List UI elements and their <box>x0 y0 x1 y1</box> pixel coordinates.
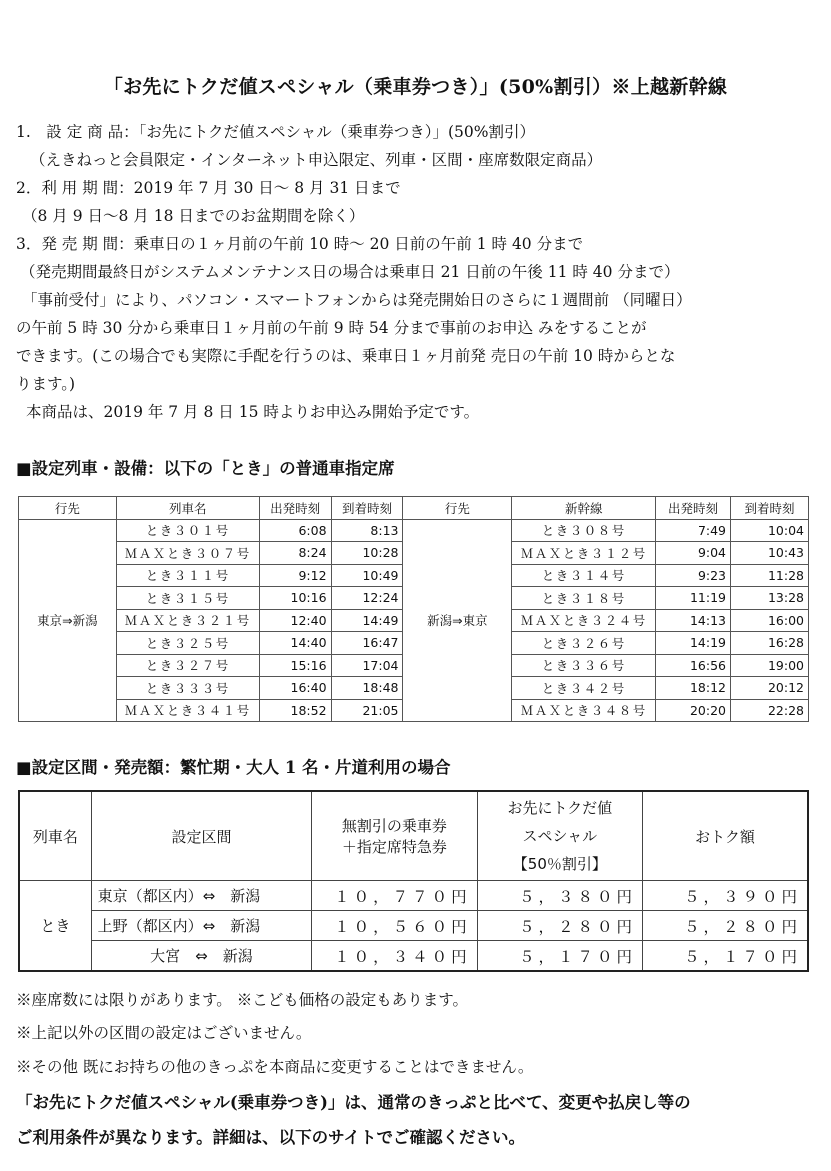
departure-time: 14:40 <box>259 632 331 655</box>
note-no-other-sections: ※上記以外の区間の設定はございません。 <box>16 1024 312 1042</box>
train-name: とき３３６号 <box>512 654 656 677</box>
note-no-exchange: ※その他 既にお持ちの他のきっぷを本商品に変更することはできません。 <box>16 1058 534 1076</box>
section-trains-heading: ■設定列車・設備：以下の「とき」の普通車指定席 <box>16 459 395 478</box>
departure-time: 11:19 <box>656 587 731 610</box>
page-title: 「お先にトクだ値スペシャル（乗車券つき）」(50%割引）※上越新幹線 <box>103 76 728 98</box>
start-date-line: 本商品は、2019 年 7 月 8 日 15 時よりお申込み開始予定です。 <box>26 403 480 421</box>
product-note-line: （えきねっと会員限定・インターネット申込限定、列車・区間・座席数限定商品） <box>30 151 603 169</box>
header-regular-fare-line2: ＋指定席特急券 <box>341 838 447 856</box>
advance-booking-line-1: 「事前受付」により、パソコン・スマートフォンからは発売開始日のさらに１週間前 （同曜日） <box>22 291 692 309</box>
train-name: ＭＡＸとき３４８号 <box>512 699 656 722</box>
table-row <box>19 911 808 941</box>
departure-time: 8:24 <box>259 542 331 565</box>
header-destination: 行先 <box>403 497 512 520</box>
departure-time: 18:52 <box>259 699 331 722</box>
train-name: ＭＡＸとき３２１号 <box>116 609 259 632</box>
header-regular-fare <box>312 791 477 881</box>
train-name: とき３１１号 <box>116 564 259 587</box>
train-name: とき３０１号 <box>116 519 259 542</box>
sale-period-line: 3．発 売 期 間：乗車日の１ヶ月前の午前 10 時～ 20 日前の午前 1 時 40 分まで <box>16 235 584 253</box>
fare-saving: ５，２８０円 <box>643 911 808 941</box>
arrival-time: 16:47 <box>331 632 403 655</box>
header-special-fare-line1: お先にトクだ値 <box>507 799 613 817</box>
arrival-time: 22:28 <box>731 699 809 722</box>
departure-time: 9:23 <box>656 564 731 587</box>
train-name: とき３２６号 <box>512 632 656 655</box>
product-line: 1. 設 定 商 品：「お先にトクだ値スペシャル（乗車券つき）」(50%割引） <box>16 123 535 141</box>
departure-time: 16:40 <box>259 677 331 700</box>
arrival-time: 14:49 <box>331 609 403 632</box>
advance-booking-line-2: の午前 5 時 30 分から乗車日１ヶ月前の午前 9 時 54 分まで事前のお申込 みをすることが <box>16 319 647 337</box>
header-train-name: 列車名 <box>19 791 91 881</box>
table-row <box>19 519 809 542</box>
train-name: とき３１８号 <box>512 587 656 610</box>
fare-section: 上野（都区内）⇔ 新潟 <box>91 911 312 941</box>
header-arrival: 到着時刻 <box>331 497 403 520</box>
fare-regular: １０，７７０円 <box>312 881 477 911</box>
fare-saving: ５，１７０円 <box>643 941 808 972</box>
arrival-time: 10:04 <box>731 519 809 542</box>
arrival-time: 16:00 <box>731 609 809 632</box>
arrival-time: 13:28 <box>731 587 809 610</box>
departure-time: 10:16 <box>259 587 331 610</box>
arrival-time: 18:48 <box>331 677 403 700</box>
arrival-time: 19:00 <box>731 654 809 677</box>
header-saving: おトク額 <box>643 791 808 881</box>
departure-time: 15:16 <box>259 654 331 677</box>
departure-time: 20:20 <box>656 699 731 722</box>
fare-train-name: とき <box>19 881 91 972</box>
train-name: ＭＡＸとき３０７号 <box>116 542 259 565</box>
fare-section: 東京（都区内）⇔ 新潟 <box>91 881 312 911</box>
arrival-time: 21:05 <box>331 699 403 722</box>
conditions-note-line-2: ご利用条件が異なります。詳細は、以下のサイトでご確認ください。 <box>16 1128 526 1147</box>
train-name: とき３１５号 <box>116 587 259 610</box>
destination-niigata-tokyo: 新潟⇒東京 <box>403 519 512 722</box>
fare-section: 大宮 ⇔ 新潟 <box>91 941 312 972</box>
header-departure: 出発時刻 <box>656 497 731 520</box>
departure-time: 18:12 <box>656 677 731 700</box>
departure-time: 14:13 <box>656 609 731 632</box>
note-seat-limit: ※座席数には限りがあります。 ※こども価格の設定もあります。 <box>16 991 468 1009</box>
departure-time: 16:56 <box>656 654 731 677</box>
fare-saving: ５，３９０円 <box>643 881 808 911</box>
trains-table-header <box>19 497 809 520</box>
arrival-time: 11:28 <box>731 564 809 587</box>
table-row <box>19 881 808 911</box>
arrival-time: 10:43 <box>731 542 809 565</box>
usage-period-line: 2．利 用 期 間：2019 年 7 月 30 日～ 8 月 31 日まで <box>16 179 401 197</box>
advance-booking-line-3: できます。(この場合でも実際に手配を行うのは、乗車日１ヶ月前発 売日の午前 10 時からとな <box>16 347 676 365</box>
fare-special: ５，３８０円 <box>477 881 642 911</box>
section-fares-heading: ■設定区間・発売額：繁忙期・大人 1 名・片道利用の場合 <box>16 758 451 777</box>
usage-exclusion-line: （8 月 9 日～8 月 18 日までのお盆期間を除く） <box>22 207 365 225</box>
conditions-note-line-1: 「お先にトクだ値スペシャル(乗車券つき)」は、通常のきっぷと比べて、変更や払戻し等の <box>16 1093 691 1112</box>
departure-time: 6:08 <box>259 519 331 542</box>
arrival-time: 16:28 <box>731 632 809 655</box>
sale-period-note-line: （発売期間最終日がシステムメンテナンス日の場合は乗車日 21 日前の午後 11 時 40 分まで） <box>20 263 680 281</box>
header-special-fare-line2: スペシャル <box>522 827 598 845</box>
fare-table <box>18 790 809 972</box>
arrival-time: 10:49 <box>331 564 403 587</box>
fare-special: ５，２８０円 <box>477 911 642 941</box>
header-destination: 行先 <box>19 497 117 520</box>
departure-time: 7:49 <box>656 519 731 542</box>
table-row <box>19 941 808 972</box>
train-name: とき３２７号 <box>116 654 259 677</box>
train-name: ＭＡＸとき３４１号 <box>116 699 259 722</box>
header-shinkansen: 新幹線 <box>512 497 656 520</box>
departure-time: 14:19 <box>656 632 731 655</box>
train-name: とき３１４号 <box>512 564 656 587</box>
header-special-fare-line3: 【50％割引】 <box>512 855 607 873</box>
train-name: とき３２５号 <box>116 632 259 655</box>
arrival-time: 8:13 <box>331 519 403 542</box>
header-regular-fare-line1: 無割引の乗車券 <box>341 817 447 835</box>
arrival-time: 20:12 <box>731 677 809 700</box>
header-section: 設定区間 <box>91 791 312 881</box>
header-departure: 出発時刻 <box>259 497 331 520</box>
destination-tokyo-niigata: 東京⇒新潟 <box>19 519 117 722</box>
arrival-time: 10:28 <box>331 542 403 565</box>
train-name: とき３３３号 <box>116 677 259 700</box>
train-name: とき３４２号 <box>512 677 656 700</box>
arrival-time: 12:24 <box>331 587 403 610</box>
departure-time: 12:40 <box>259 609 331 632</box>
departure-time: 9:04 <box>656 542 731 565</box>
header-arrival: 到着時刻 <box>731 497 809 520</box>
fare-table-header <box>19 791 808 881</box>
fare-regular: １０，３４０円 <box>312 941 477 972</box>
advance-booking-line-4: ります。) <box>16 375 76 393</box>
fare-special: ５，１７０円 <box>477 941 642 972</box>
header-special-fare <box>477 791 642 881</box>
header-train-name: 列車名 <box>116 497 259 520</box>
trains-table <box>18 496 809 722</box>
arrival-time: 17:04 <box>331 654 403 677</box>
fare-regular: １０，５６０円 <box>312 911 477 941</box>
train-name: とき３０８号 <box>512 519 656 542</box>
train-name: ＭＡＸとき３１２号 <box>512 542 656 565</box>
departure-time: 9:12 <box>259 564 331 587</box>
train-name: ＭＡＸとき３２４号 <box>512 609 656 632</box>
